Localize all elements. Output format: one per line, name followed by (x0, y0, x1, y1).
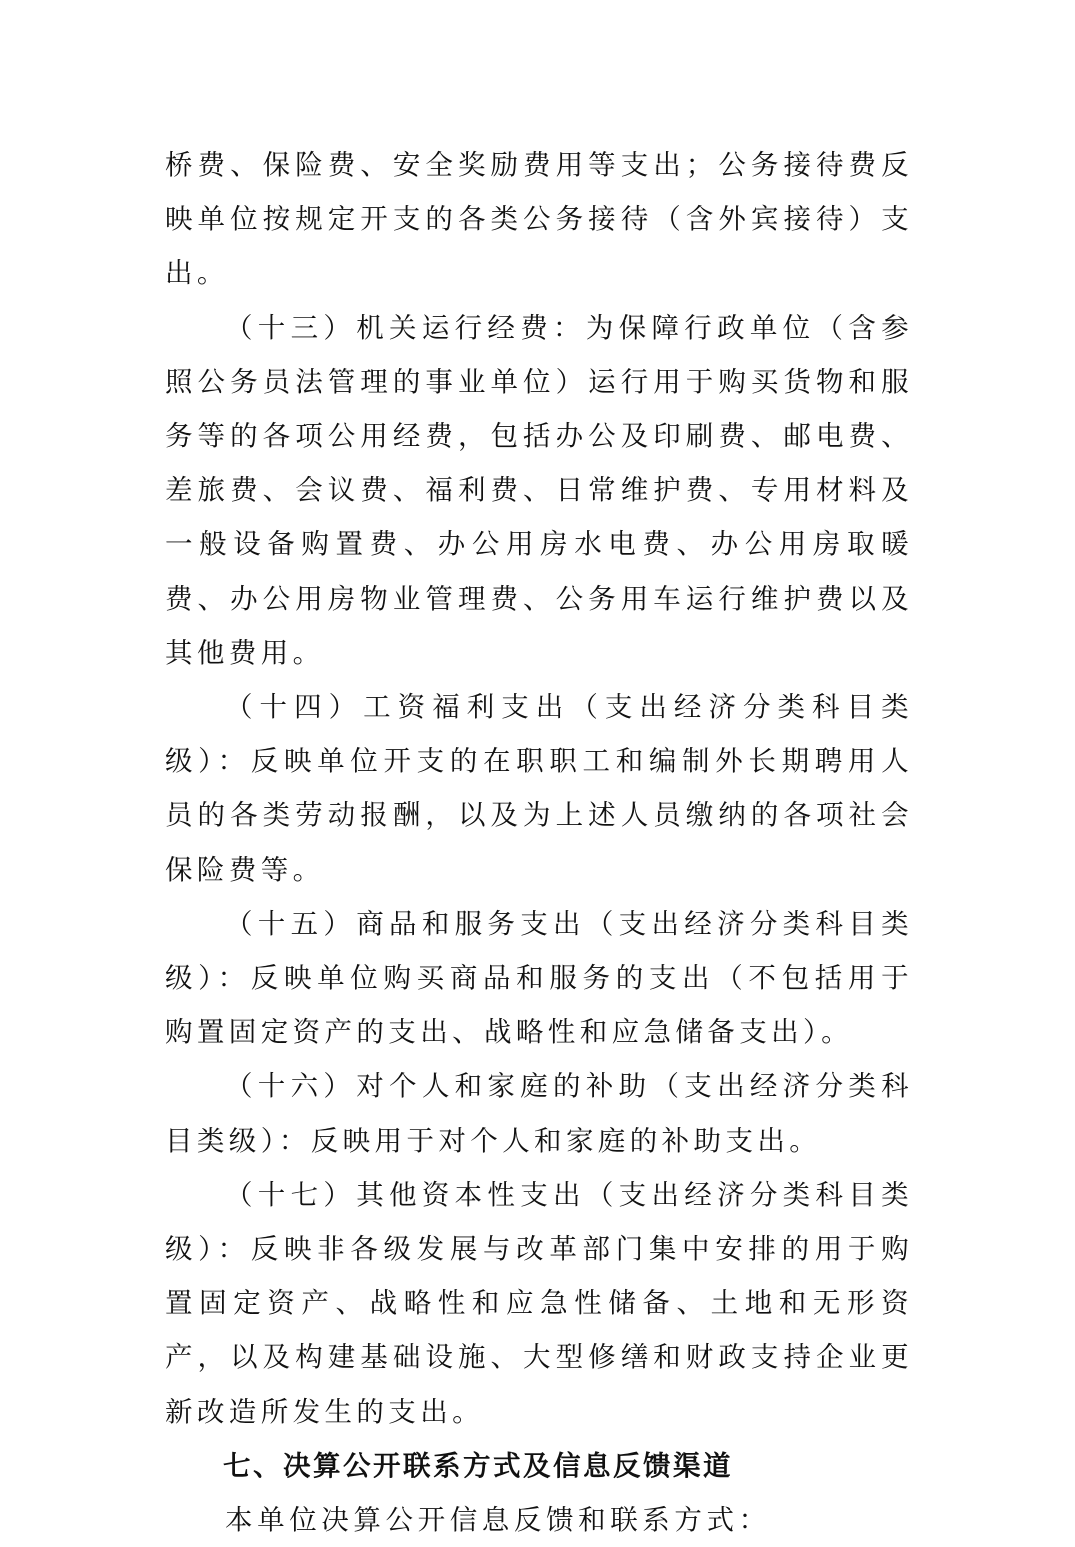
section-heading: 七、决算公开联系方式及信息反馈渠道 (223, 1449, 733, 1482)
paragraph-item-13: （十三）机关运行经费：为保障行政单位（含参照公务员法管理的事业单位）运行用于购买货物和服务等的各项公用经费，包括办公及印刷费、邮电费、差旅费、会议费、福利费、日常维护费、专用材料及一般设备购置费、办公用房水电费、办公用房取暖费、办公用房物业管理费、公务用车运行维护费以及其他费用。 (165, 311, 913, 669)
paragraph-item-15: （十五）商品和服务支出（支出经济分类科目类级）：反映单位购买商品和服务的支出（不包括用于购置固定资产的支出、战略性和应急储备支出）。 (165, 907, 913, 1049)
paragraph-item-16: （十六）对个人和家庭的补助（支出经济分类科目类级）：反映用于对个人和家庭的补助支出。 (165, 1070, 913, 1157)
paragraph-continuation: 桥费、保险费、安全奖励费用等支出；公务接待费反映单位按规定开支的各类公务接待（含外宾接待）支出。 (165, 149, 913, 290)
paragraph-item-17: （十七）其他资本性支出（支出经济分类科目类级）：反映非各级发展与改革部门集中安排的用于购置固定资产、战略性和应急性储备、土地和无形资产，以及构建基础设施、大型修缮和财政支持企业更新改造所发生的支出。 (165, 1178, 913, 1428)
closing-paragraph: 本单位决算公开信息反馈和联系方式： (225, 1504, 771, 1537)
document-body (165, 138, 913, 1547)
paragraph-item-14: （十四）工资福利支出（支出经济分类科目类级）：反映单位开支的在职职工和编制外长期聘用人员的各类劳动报酬，以及为上述人员缴纳的各项社会保险费等。 (165, 691, 913, 886)
